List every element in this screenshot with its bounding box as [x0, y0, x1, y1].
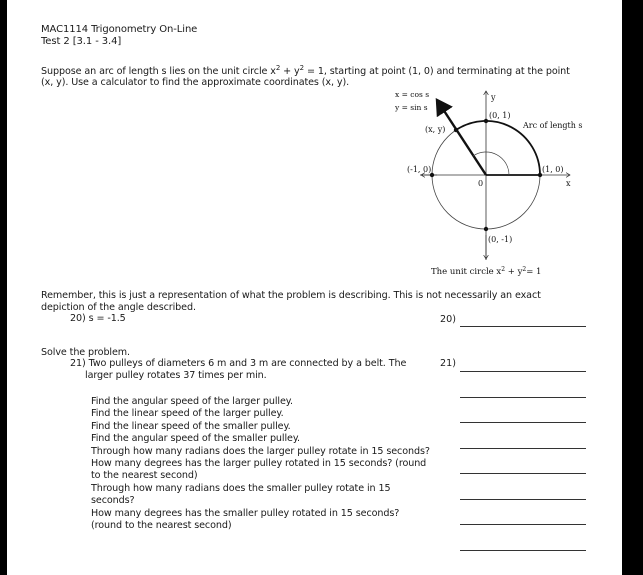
answer-label-20: 20): [440, 314, 456, 325]
diagram-caption: The unit circle $x^2 + y^2= 1$: [431, 266, 542, 277]
point-top: [484, 119, 488, 123]
label-point-left: (-1, 0): [407, 165, 432, 174]
subpart-8-cont: (round to the nearest second): [91, 520, 232, 531]
subpart-1: Find the angular speed of the larger pulley.: [91, 396, 293, 407]
note-line-1: Remember, this is just a representation of what the problem is describing. This is not necessarily an exact: [41, 290, 541, 301]
point-bottom: [484, 227, 488, 231]
subpart-7: Through how many radians does the smaller pulley rotate in 15: [91, 483, 391, 494]
answer-line-sub-6[interactable]: [460, 524, 586, 525]
test-page: [7, 0, 622, 575]
label-point-top: (0, 1): [489, 111, 511, 120]
intro-text-c: = 1, starting at point (1, 0) and terminating at the point: [304, 66, 570, 77]
answer-line-21[interactable]: [460, 371, 586, 372]
test-title: Test 2 [3.1 - 3.4]: [41, 36, 122, 47]
answer-label-21: 21): [440, 358, 456, 369]
answer-line-sub-3[interactable]: [460, 448, 586, 449]
intro-text-a: Suppose an arc of length s lies on the unit circle x: [41, 66, 276, 77]
subpart-7-cont: seconds?: [91, 495, 135, 506]
answer-line-sub-4[interactable]: [460, 473, 586, 474]
subpart-2: Find the linear speed of the larger pulley.: [91, 408, 284, 419]
terminal-ray: [437, 100, 486, 175]
question-21-line-2: larger pulley rotates 37 times per min.: [85, 370, 267, 381]
label-y-sin: y = sin s: [395, 103, 428, 112]
answer-line-sub-2[interactable]: [460, 422, 586, 423]
label-axis-y: y: [491, 93, 496, 102]
intro-line-2: (x, y). Use a calculator to find the approximate coordinates (x, y).: [41, 77, 350, 88]
answer-line-sub-5[interactable]: [460, 499, 586, 500]
answer-line-20[interactable]: [460, 326, 586, 327]
answer-line-sub-1[interactable]: [460, 397, 586, 398]
label-point-right: (1, 0): [542, 165, 564, 174]
label-origin: 0: [478, 179, 484, 188]
note-line-2: depiction of the angle described.: [41, 302, 196, 313]
subpart-6-cont: to the nearest second): [91, 470, 198, 481]
subpart-3: Find the linear speed of the smaller pulley.: [91, 421, 291, 432]
question-21-line-1: 21) Two pulleys of diameters 6 m and 3 m are connected by a belt. The: [70, 358, 407, 369]
unit-circle-diagram: [367, 85, 607, 285]
intro-exp-1: 2: [275, 64, 281, 72]
intro-exp-2: 2: [299, 64, 304, 72]
intro-text-b: + y: [280, 66, 300, 77]
question-20: 20) s = -1.5: [70, 313, 126, 324]
section-heading: Solve the problem.: [41, 347, 130, 358]
label-arc: Arc of length s: [523, 121, 583, 130]
answer-line-sub-7[interactable]: [460, 550, 586, 551]
point-xy: [454, 128, 458, 132]
course-title: MAC1114 Trigonometry On-Line: [41, 24, 198, 35]
label-x-cos: x = cos s: [395, 90, 430, 99]
subpart-6: How many degrees has the larger pulley rotated in 15 seconds? (round: [91, 458, 427, 469]
label-point-xy: (x, y): [425, 125, 446, 134]
subpart-5: Through how many radians does the larger pulley rotate in 15 seconds?: [91, 446, 430, 457]
subpart-4: Find the angular speed of the smaller pulley.: [91, 433, 301, 444]
subpart-8: How many degrees has the smaller pulley rotated in 15 seconds?: [91, 508, 400, 519]
label-axis-x: x: [566, 179, 571, 188]
label-point-bottom: (0, -1): [488, 235, 513, 244]
